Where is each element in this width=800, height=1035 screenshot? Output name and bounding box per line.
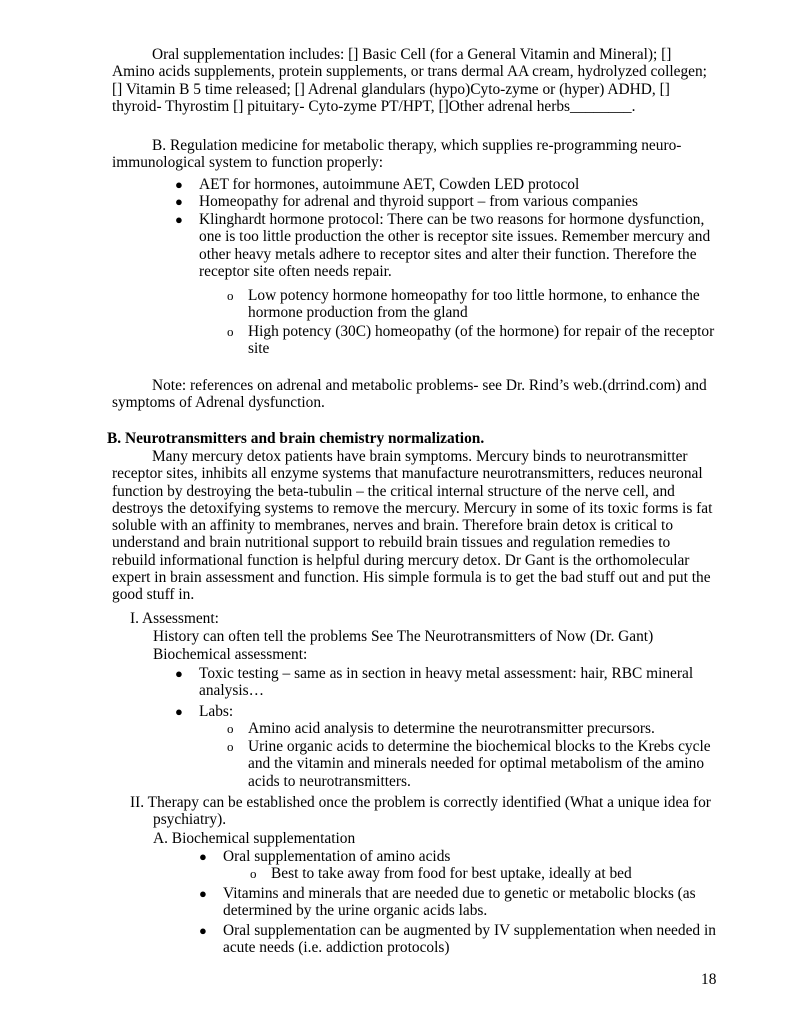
regulation-medicine-paragraph: B. Regulation medicine for metabolic therapy, which supplies re-programming neuro-immunological system to function properly: — [112, 137, 682, 172]
assessment-history: History can often tell the problems See The Neurotransmitters of Now (Dr. Gant) — [153, 628, 654, 645]
bullet-icon: ● — [199, 923, 207, 938]
list-item: Oral supplementation can be augmented by IV supplementation when needed in acute needs (i.e. addiction protocols) — [223, 922, 716, 957]
circle-bullet-icon: o — [227, 288, 234, 303]
list-item: Labs: — [199, 703, 234, 720]
sub-list-item: Urine organic acids to determine the biochemical blocks to the Krebs cycle and the vitamin and minerals needed for optimal metabolism of the amino acids to neurotransmitters. — [248, 738, 711, 790]
sub-list-item: High potency (30C) homeopathy (of the hormone) for repair of the receptor site — [248, 323, 715, 358]
bullet-icon: ● — [175, 666, 183, 681]
circle-bullet-icon: o — [227, 739, 234, 754]
section-heading: B. Neurotransmitters and brain chemistry normalization. — [107, 430, 485, 447]
list-item: AET for hormones, autoimmune AET, Cowden LED protocol — [199, 176, 580, 193]
sub-list-item: Best to take away from food for best uptake, ideally at bed — [271, 865, 632, 882]
list-item: Vitamins and minerals that are needed due to genetic or metabolic blocks (as determined by the urine organic acids labs. — [223, 885, 696, 920]
circle-bullet-icon: o — [227, 721, 234, 736]
therapy-title: II. Therapy can be established once the problem is correctly identified (What a unique idea for psychiatry). — [130, 794, 711, 829]
note-paragraph: Note: references on adrenal and metabolic problems- see Dr. Rind’s web.(drrind.com) and symptoms of Adrenal dysfunction. — [112, 377, 707, 412]
bullet-icon: ● — [175, 194, 183, 209]
bullet-icon: ● — [199, 886, 207, 901]
sub-list-item: Low potency hormone homeopathy for too little hormone, to enhance the hormone production from the gland — [248, 287, 700, 322]
bullet-icon: ● — [175, 212, 183, 227]
oral-supplementation-paragraph: Oral supplementation includes: [] Basic Cell (for a General Vitamin and Mineral); [] Amino acids supplements, protein supplements, or trans dermal AA cream, hydrolyzed collegen; [] Vitamin B 5 time released; [] Adrenal glandulars (hypo)Cyto-zyme or (hyper) ADHD, [] thyroid- Thyrostim [] pituitary- Cyto-zyme PT/HPT, []Other adrenal herbs________. — [112, 46, 707, 115]
bullet-icon: ● — [175, 177, 183, 192]
list-item: Homeopathy for adrenal and thyroid support – from various companies — [199, 193, 638, 210]
sub-list-item: Amino acid analysis to determine the neurotransmitter precursors. — [248, 720, 655, 737]
bullet-icon: ● — [175, 704, 183, 719]
page-number: 18 — [701, 971, 717, 988]
mercury-paragraph: Many mercury detox patients have brain symptoms. Mercury binds to neurotransmitter receptor sites, inhibits all enzyme systems that manufacture neurotransmitters, reduces neuronal function by destroying the beta-tubulin – the critical internal structure of the nerve cell, and destroys the detoxifying systems to remove the mercury. Mercury in some of its toxic forms is fat soluble with an affinity to membranes, nerves and brain. Therefore brain detox is critical to understand and brain nutritional support to rebuild brain tissues and regulation remedies to rebuild informational function is helpful during mercury detox. Dr Gant is the orthomolecular expert in brain assessment and function. His simple formula is to get the bad stuff out and put the good stuff in. — [112, 448, 713, 604]
list-item: Klinghardt hormone protocol: There can be two reasons for hormone dysfunction, one is too little production the other is receptor site issues. Remember mercury and other heavy metals adhere to receptor sites and alter their function. Therefore the receptor site often needs repair. — [199, 211, 711, 280]
assessment-biochemical: Biochemical assessment: — [153, 646, 308, 663]
list-item: Oral supplementation of amino acids — [223, 848, 451, 865]
circle-bullet-icon: o — [250, 866, 257, 881]
list-item: Toxic testing – same as in section in heavy metal assessment: hair, RBC mineral analysis… — [199, 665, 694, 700]
therapy-subsection: A. Biochemical supplementation — [153, 830, 356, 847]
bullet-icon: ● — [199, 849, 207, 864]
circle-bullet-icon: o — [227, 324, 234, 339]
assessment-title: I. Assessment: — [130, 610, 219, 627]
